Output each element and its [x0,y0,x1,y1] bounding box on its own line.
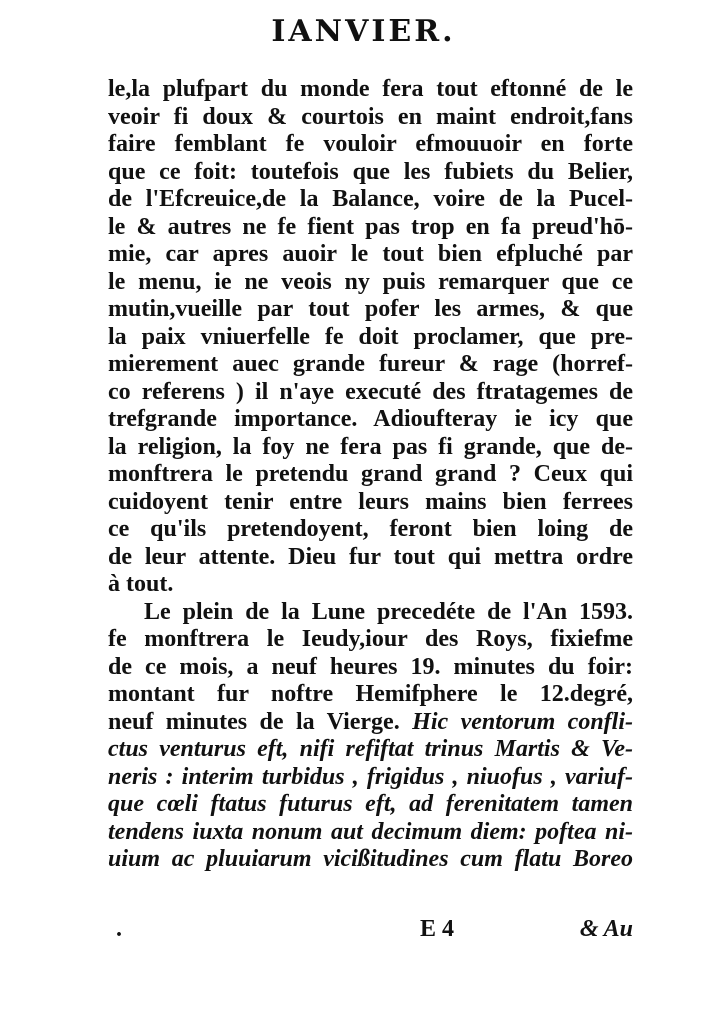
body-text [108,76,633,874]
mixed-line [108,709,633,737]
text-line: le menu, ie ne veois ny puis remarquer que ce [108,268,633,295]
running-head: IANVIER. [271,14,456,49]
text-line: monftrera le pretendu grand grand ? Ceux qui [108,461,633,487]
text-line: mierement auec grande fureur & rage (horref- [108,351,633,377]
text-line: la paix vniuerfelle fe doit proclamer, que pre- [108,323,633,350]
latin-line: ctus venturus eft, nifi refiftat trinus Martis & Ve- [108,736,633,762]
text-line: mie, car apres auoir le tout bien efpluché par [108,241,633,267]
text-line: de l'Efcreuice,de la Balance, voire de la Pucel- [108,186,633,212]
latin-span: Hic ventorum confli- [412,708,633,735]
text-line: mutin,vueille par tout pofer les armes, & que [108,296,633,322]
latin-line: que cœli ftatus futurus eft, ad ferenitatem tamen [108,791,633,817]
text-line: trefgrande importance. Adioufteray ie icy que [108,406,633,432]
text-line: de leur attente. Dieu fur tout qui mettra ordre [108,543,633,570]
footer-dot: . [116,916,122,942]
text-line: veoir fi doux & courtois en maint endroit,fans [108,103,633,130]
text-line: la religion, la foy ne fera pas fi grande, que de- [108,433,633,460]
text-line: que ce foit: toutefois que les fubiets du Belier, [108,158,633,185]
latin-line: uium ac pluuiarum vicißitudines cum flatu Boreo [108,846,633,872]
text-line: co referens ) il n'aye executé des ftratagemes de [108,378,633,405]
paragraph-first-line: Le plein de la Lune precedéte de l'An 1593. [144,598,633,625]
catchword: & Au [579,916,633,942]
text-line: faire femblant fe vouloir efmouuoir en forte [108,131,633,157]
text-line: de ce mois, a neuf heures 19. minutes du foir: [108,653,633,680]
text-line: cuidoyent tenir entre leurs mains bien ferrees [108,488,633,515]
signature-mark: E 4 [420,916,455,942]
text-line: montant fur noftre Hemifphere le 12.degré, [108,681,633,707]
text-span: neuf minutes de la Vierge. [108,708,400,735]
text-line: fe monftrera le Ieudy,iour des Roys, fixiefme [108,626,633,652]
text-line: le & autres ne fe fient pas trop en fa preud'hō- [108,213,633,240]
latin-line: neris : interim turbidus , frigidus , niuofus , variuf- [108,763,633,790]
text-line: le,la plufpart du monde fera tout eftonné de le [108,76,633,102]
text-line: ce qu'ils pretendoyent, feront bien loing de [108,516,633,542]
page-footer [108,916,633,948]
latin-line: tendens iuxta nonum aut decimum diem: poftea ni- [108,818,633,845]
text-line: à tout. [108,571,174,597]
